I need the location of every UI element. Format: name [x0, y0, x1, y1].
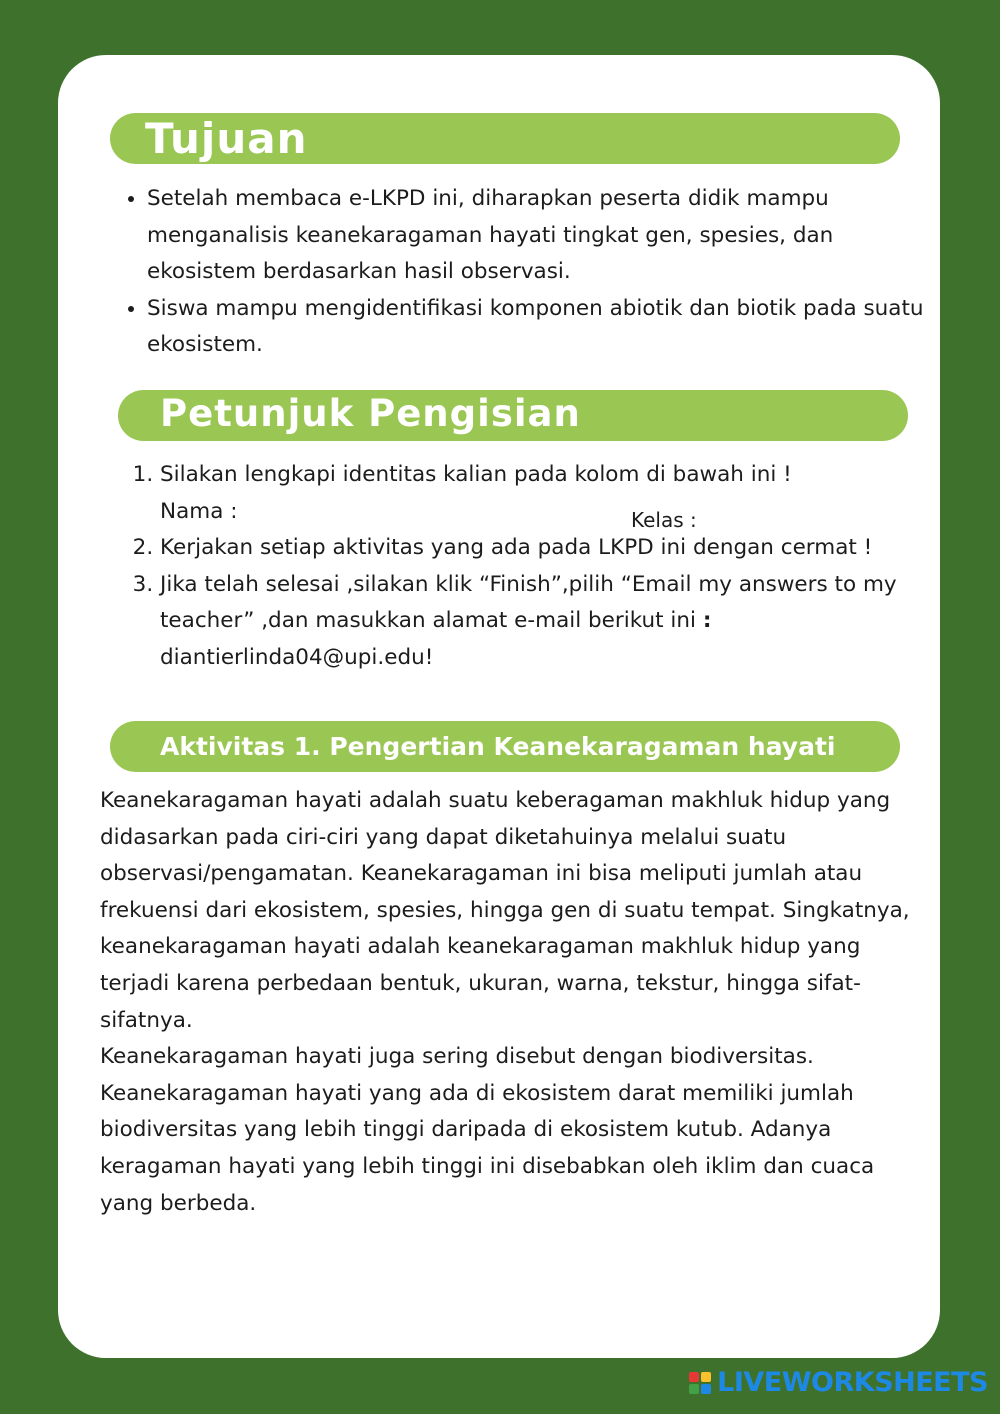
tujuan-list: [115, 181, 947, 364]
paragraph: Keanekaragaman hayati adalah suatu keberagaman makhluk hidup yang didasarkan pada ciri-ciri yang dapat diketahuinya melalui suatu observasi/pengamatan. Keanekaragaman ini bisa meliputi jumlah atau frekuensi dari ekosistem, spesies, hingga gen di suatu tempat. Singkatnya, keanekaragaman hayati adalah keanekaragaman makhluk hidup yang terjadi karena perbedaan bentuk, ukuran, warna, tekstur, hingga sifat-sifatnya.: [100, 788, 910, 1033]
aktivitas1-text: [100, 783, 930, 1222]
petunjuk-item-text: Jika telah selesai ,silakan klik “Finish”,pilih “Email my answers to my teacher” ,dan masukkan alamat e-mail berikut ini: [160, 571, 897, 634]
liveworksheets-brand: [689, 1367, 988, 1398]
teacher-email: diantierlinda04@upi.edu!: [160, 644, 434, 670]
tujuan-banner: [110, 113, 900, 164]
petunjuk-item-text: Silakan lengkapi identitas kalian pada kolom di bawah ini !: [160, 462, 792, 487]
kelas-label: Kelas :: [631, 508, 697, 532]
aktivitas1-title: Aktivitas 1. Pengertian Keanekaragaman hayati: [160, 732, 836, 761]
nama-label: Nama :: [160, 498, 238, 524]
petunjuk-item: 2. Kerjakan setiap aktivitas yang ada pada LKPD ini dengan cermat !: [160, 530, 940, 567]
liveworksheets-logo-icon: [689, 1372, 711, 1394]
paragraph: Keanekaragaman hayati juga sering disebut dengan biodiversitas. Keanekaragaman hayati yang ada di ekosistem darat memiliki jumlah biodiversitas yang lebih tinggi daripada di ekosistem kutub. Adanya keragaman hayati yang lebih tinggi ini disebabkan oleh iklim dan cuaca yang berbeda.: [100, 1044, 875, 1216]
petunjuk-item: [160, 567, 940, 677]
tujuan-item: • Setelah membaca e-LKPD ini, diharapkan peserta didik mampu menganalisis keanekaragaman hayati tingkat gen, spesies, dan ekosistem berdasarkan hasil observasi.: [147, 181, 947, 291]
petunjuk-item: [160, 457, 940, 530]
brand-name: LIVEWORKSHEETS: [717, 1367, 988, 1398]
petunjuk-banner: [118, 390, 908, 441]
petunjuk-title: Petunjuk Pengisian: [160, 392, 581, 435]
tujuan-item: • Siswa mampu mengidentifikasi komponen abiotik dan biotik pada suatu ekosistem.: [147, 291, 947, 364]
petunjuk-list: [120, 457, 940, 677]
colon: :: [702, 608, 712, 634]
aktivitas1-banner: [110, 721, 900, 772]
tujuan-title: Tujuan: [145, 114, 308, 163]
